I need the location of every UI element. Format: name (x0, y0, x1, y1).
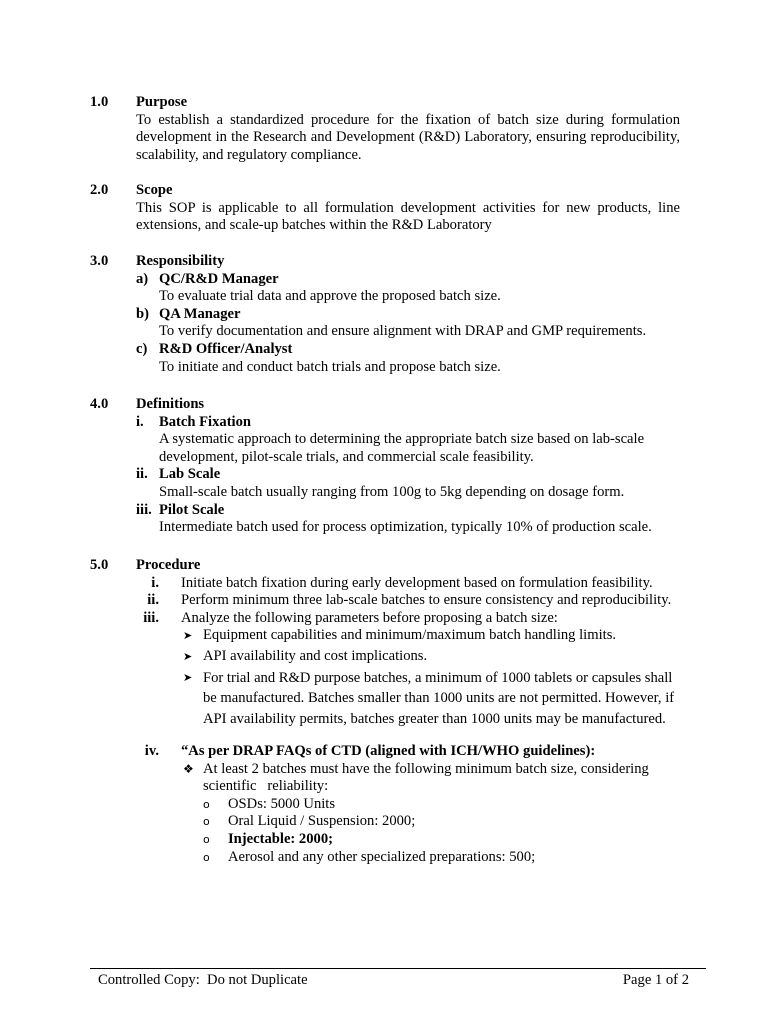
section-text: This SOP is applicable to all formulation development activities for new products, line extensions, and scale-up batches within the R&D Laboratory (136, 199, 680, 234)
list-item-text: Equipment capabilities and minimum/maximum batch handling limits. (203, 627, 617, 644)
item-text: To initiate and conduct batch trials and propose batch size. (159, 358, 501, 375)
item-text: Small-scale batch usually ranging from 100g to 5kg depending on dosage form. (159, 483, 625, 500)
circle-bullet-icon: o (203, 850, 210, 864)
item-label: b) (136, 305, 149, 322)
step-label: iii. (143, 609, 159, 626)
arrow-bullet-icon: ➤ (183, 649, 193, 663)
item-label: ii. (136, 466, 148, 483)
step-text: Initiate batch fixation during early development based on formulation feasibility. (181, 574, 653, 591)
section-number: 4.0 (90, 396, 109, 412)
section-number: 1.0 (90, 94, 109, 110)
procedure-step (136, 743, 680, 761)
circle-bullet-icon: o (203, 815, 210, 829)
list-item (203, 849, 680, 867)
section-title: Scope (136, 182, 173, 198)
page-number: Page 1 of 2 (622, 972, 689, 988)
item-heading: QA Manager (159, 305, 241, 322)
procedure-step (136, 592, 680, 610)
item-heading: Lab Scale (159, 466, 221, 483)
item-label: a) (136, 270, 149, 287)
parameter-list (136, 627, 680, 729)
section-number: 2.0 (90, 182, 109, 198)
responsibility-item (136, 271, 680, 306)
step-text: Perform minimum three lab-scale batches to ensure consistency and reproducibility. (181, 592, 672, 609)
list-item-text: At least 2 batches must have the following minimum batch size, considering scientific reliability: (203, 760, 653, 795)
item-text: A systematic approach to determining the appropriate batch size based on lab-scale development, pilot-scale trials, and commercial scale feasibility. (159, 431, 645, 465)
item-heading: QC/R&D Manager (159, 270, 279, 287)
footer-divider (90, 968, 706, 969)
item-text: To evaluate trial data and approve the proposed batch size. (159, 288, 501, 305)
item-label: i. (136, 413, 144, 430)
definition-item (136, 466, 680, 501)
step-label: iv. (144, 743, 159, 760)
item-label: c) (136, 340, 148, 357)
list-item (181, 668, 680, 730)
list-item-text: API availability and cost implications. (203, 647, 428, 664)
section-text: To establish a standardized procedure for the fixation of batch size during formulation development in the Research and Development (R&D) Laboratory, ensuring reproducibility, scalability, and regulatory compliance. (136, 111, 680, 163)
arrow-bullet-icon: ➤ (183, 670, 193, 684)
section-definitions (90, 396, 680, 537)
section-title: Responsibility (136, 253, 225, 269)
item-text: To verify documentation and ensure alignment with DRAP and GMP requirements. (159, 323, 647, 340)
section-responsibility (90, 253, 680, 376)
list-item (181, 761, 680, 796)
definition-item (136, 502, 680, 537)
list-item (203, 831, 680, 849)
list-item-text: OSDs: 5000 Units (228, 795, 336, 812)
item-text: Intermediate batch used for process optimization, typically 10% of production scale. (159, 519, 652, 536)
section-number: 5.0 (90, 557, 109, 573)
circle-bullet-icon: o (203, 797, 210, 811)
section-procedure (90, 557, 680, 866)
list-item-text: Oral Liquid / Suspension: 2000; (228, 813, 416, 830)
circle-bullet-icon: o (203, 833, 210, 847)
section-scope (90, 182, 680, 235)
procedure-step (136, 575, 680, 593)
section-title: Purpose (136, 94, 188, 110)
list-item (181, 648, 680, 666)
item-heading: Batch Fixation (159, 413, 252, 430)
step-label: i. (151, 574, 159, 591)
definition-item (136, 414, 680, 467)
list-item (181, 627, 680, 645)
section-number: 3.0 (90, 253, 109, 269)
step-text: Analyze the following parameters before proposing a batch size: (181, 609, 558, 626)
list-item-text: Aerosol and any other specialized preparations: 500; (228, 848, 536, 865)
item-label: iii. (136, 501, 152, 518)
step-label: ii. (147, 592, 159, 609)
section-title: Procedure (136, 557, 201, 573)
footer-note: Controlled Copy: Do not Duplicate (98, 972, 308, 988)
item-heading: Pilot Scale (159, 501, 225, 518)
diamond-bullet-icon: ❖ (183, 761, 194, 776)
item-heading: R&D Officer/Analyst (159, 340, 293, 357)
responsibility-item (136, 341, 680, 376)
list-item-text: For trial and R&D purpose batches, a minimum of 1000 tablets or capsules shall be manufactured. Batches smaller than 1000 units are not permitted. However, if API availability permits, batches greater than 1000 units may be manufactured. (203, 669, 675, 727)
section-purpose (90, 94, 680, 164)
list-item-text: Injectable: 2000; (228, 831, 333, 848)
procedure-step (136, 610, 680, 628)
responsibility-item (136, 306, 680, 341)
arrow-bullet-icon: ➤ (183, 629, 193, 643)
list-item (203, 813, 680, 831)
list-item (203, 796, 680, 814)
batch-size-list (136, 796, 680, 866)
section-title: Definitions (136, 396, 205, 412)
step-text: “As per DRAP FAQs of CTD (aligned with ICH/WHO guidelines): (181, 743, 596, 760)
